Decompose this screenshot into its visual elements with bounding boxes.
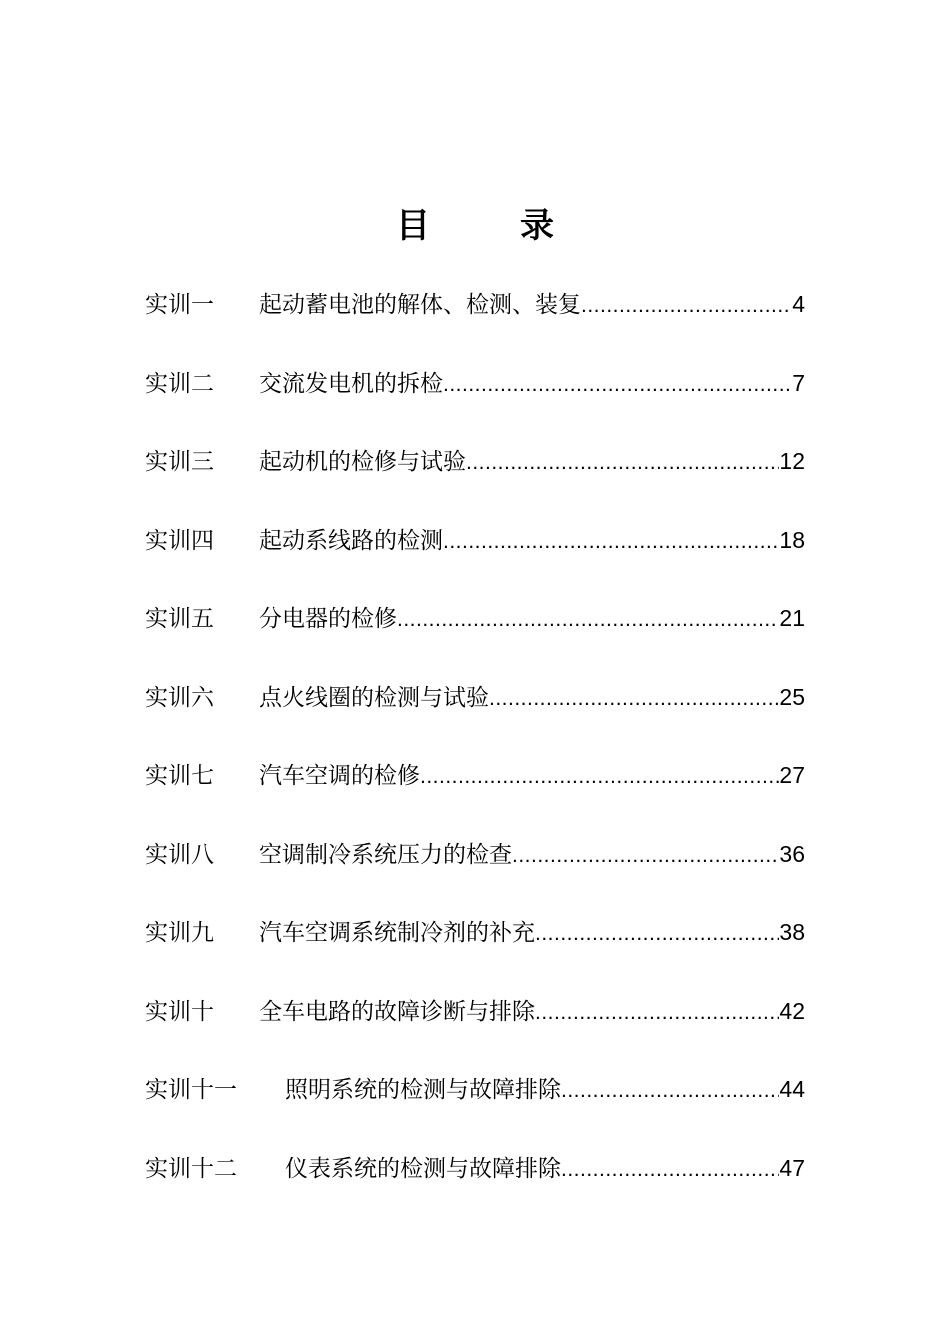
- toc-entry-title: 起动系线路的检测: [259, 527, 443, 554]
- toc-entry-page: 4: [792, 291, 805, 317]
- toc-dot-leader: [561, 1069, 779, 1113]
- toc-entry: [145, 753, 805, 832]
- toc-entry: [145, 361, 805, 440]
- toc-entry-page: 25: [779, 683, 805, 710]
- toc-entry-page: 21: [779, 605, 805, 631]
- toc-entry: [145, 989, 805, 1068]
- toc-dot-leader: [443, 520, 779, 564]
- toc-entry-number: 实训五: [145, 606, 214, 632]
- toc-entry-title: 全车电路的故障诊断与排除: [259, 998, 535, 1025]
- toc-dot-leader: [535, 991, 779, 1035]
- toc-entry-title: 起动蓄电池的解体、检测、装复: [259, 292, 581, 318]
- toc-entry-title: 空调制冷系统压力的检查: [259, 841, 512, 868]
- toc-dot-leader: [581, 284, 792, 328]
- toc-entry: [145, 1146, 805, 1225]
- toc-dot-leader: [489, 677, 779, 721]
- toc-entry: [145, 282, 805, 361]
- toc-entry: [145, 518, 805, 597]
- toc-entry-number: 实训九: [145, 920, 214, 946]
- toc-entry-title: 仪表系统的检测与故障排除: [285, 1155, 561, 1182]
- toc-entry-number: 实训七: [145, 763, 214, 789]
- toc-entry-title: 照明系统的检测与故障排除: [285, 1077, 561, 1103]
- toc-entry-page: 44: [779, 1076, 805, 1102]
- toc-entry-number: 实训十: [145, 998, 214, 1025]
- toc-entry-title: 汽车空调的检修: [259, 763, 420, 789]
- toc-entry-page: 42: [779, 997, 805, 1024]
- toc-entry-page: 27: [779, 762, 805, 788]
- toc-entry: [145, 439, 805, 518]
- toc-entry-title: 分电器的检修: [259, 606, 397, 632]
- toc-entry-title: 点火线圈的检测与试验: [259, 684, 489, 711]
- toc-entry: [145, 910, 805, 989]
- toc-entry-title: 起动机的检修与试验: [259, 449, 466, 475]
- toc-entry: [145, 1067, 805, 1146]
- toc-entry-page: 38: [779, 919, 805, 945]
- toc-entry-page: 47: [779, 1154, 805, 1181]
- toc-list: [145, 282, 805, 1224]
- toc-entry-number: 实训八: [145, 841, 214, 868]
- toc-entry-page: 7: [792, 369, 805, 396]
- toc-dot-leader: [512, 834, 779, 878]
- toc-entry-number: 实训十二: [145, 1155, 237, 1182]
- toc-dot-leader: [535, 912, 779, 956]
- toc-dot-leader: [420, 755, 779, 799]
- toc-dot-leader: [561, 1148, 779, 1192]
- toc-dot-leader: [466, 441, 779, 485]
- toc-entry-number: 实训三: [145, 449, 214, 475]
- toc-entry-number: 实训一: [145, 292, 214, 318]
- toc-entry-number: 实训四: [145, 527, 214, 554]
- toc-title: 目 录: [396, 206, 582, 246]
- toc-entry: [145, 596, 805, 675]
- toc-entry-title: 交流发电机的拆检: [259, 370, 443, 397]
- toc-entry-number: 实训十一: [145, 1077, 237, 1103]
- toc-entry-page: 12: [779, 448, 805, 474]
- toc-dot-leader: [443, 363, 792, 407]
- toc-entry-number: 实训六: [145, 684, 214, 711]
- toc-dot-leader: [397, 598, 779, 642]
- toc-entry-page: 18: [779, 526, 805, 553]
- toc-entry-number: 实训二: [145, 370, 214, 397]
- toc-entry-title: 汽车空调系统制冷剂的补充: [259, 920, 535, 946]
- toc-entry-page: 36: [779, 840, 805, 867]
- toc-entry: [145, 832, 805, 911]
- toc-entry: [145, 675, 805, 754]
